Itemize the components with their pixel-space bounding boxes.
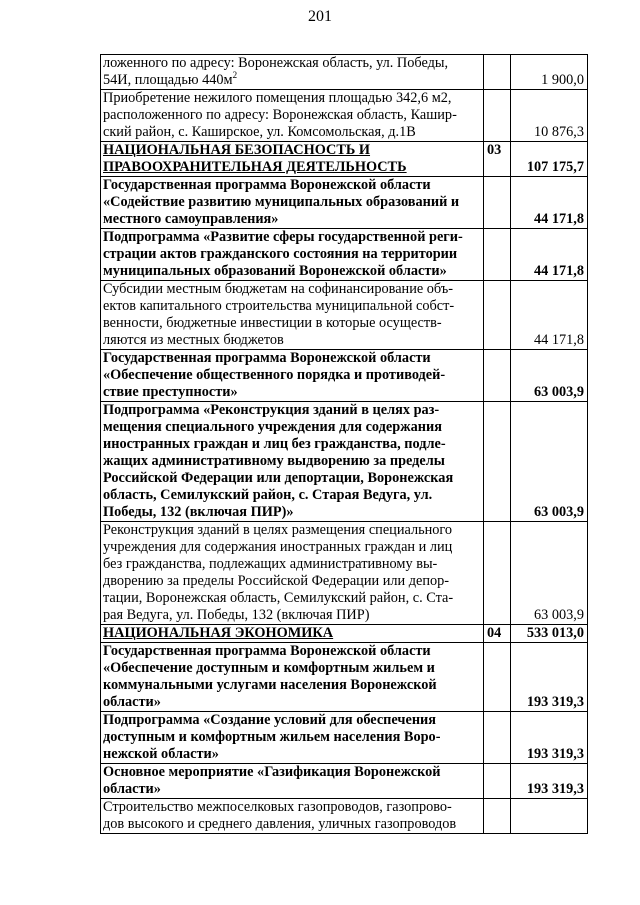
description-line <box>103 781 481 798</box>
description-line <box>103 419 481 436</box>
description-line <box>103 573 481 590</box>
description-text: Субсидии местным бюджетам на софинансирование объ- <box>103 281 453 297</box>
description-text: «Обеспечение общественного порядка и противодей- <box>103 367 446 383</box>
description-text: страции актов гражданского состояния на территории <box>103 246 458 262</box>
description-text: Государственная программа Воронежской области <box>103 350 431 366</box>
description-text: НАЦИОНАЛЬНАЯ ЭКОНОМИКА <box>103 625 334 641</box>
table-row <box>101 90 588 142</box>
description-line <box>103 142 481 159</box>
table-row <box>101 712 588 764</box>
description-text: ложенного по адресу: Воронежская область, ул. Победы, <box>103 55 449 71</box>
description-text: Подпрограмма «Реконструкция зданий в целях раз- <box>103 402 440 418</box>
description-text: местного самоуправления» <box>103 211 279 227</box>
description-line <box>103 522 481 539</box>
description-text: Государственная программа Воронежской области <box>103 177 431 193</box>
row-description <box>101 90 484 142</box>
description-line <box>103 332 481 349</box>
row-section-code <box>484 281 511 350</box>
table-row <box>101 281 588 350</box>
description-text: ектов капитального строительства муниципальной собст- <box>103 298 455 314</box>
row-amount: 1 900,0 <box>511 55 588 90</box>
row-description <box>101 55 484 90</box>
description-text: Строительство межпоселковых газопроводов, газопрово- <box>103 799 452 815</box>
table-row <box>101 402 588 522</box>
row-amount: 44 171,8 <box>511 177 588 229</box>
description-line <box>103 590 481 607</box>
description-line <box>103 177 481 194</box>
description-text: ПРАВООХРАНИТЕЛЬНАЯ ДЕЯТЕЛЬНОСТЬ <box>103 159 407 175</box>
description-text: Подпрограмма «Создание условий для обеспечения <box>103 712 437 728</box>
row-section-code: 03 <box>484 142 511 177</box>
description-line <box>103 643 481 660</box>
table-row <box>101 229 588 281</box>
row-description <box>101 625 484 643</box>
description-text: без гражданства, подлежащих административному вы- <box>103 556 438 572</box>
row-description <box>101 177 484 229</box>
description-text: НАЦИОНАЛЬНАЯ БЕЗОПАСНОСТЬ И <box>103 142 371 158</box>
row-amount: 10 876,3 <box>511 90 588 142</box>
row-section-code <box>484 90 511 142</box>
description-text: коммунальными услугами населения Воронежской <box>103 677 437 693</box>
description-line <box>103 246 481 263</box>
description-line <box>103 660 481 677</box>
description-line <box>103 263 481 280</box>
row-section-code <box>484 229 511 281</box>
row-section-code <box>484 799 511 834</box>
description-text: ляются из местных бюджетов <box>103 332 284 348</box>
row-section-code: 04 <box>484 625 511 643</box>
description-text: области» <box>103 694 161 710</box>
description-text: области» <box>103 781 161 797</box>
description-line <box>103 453 481 470</box>
description-text: Государственная программа Воронежской области <box>103 643 431 659</box>
description-line <box>103 350 481 367</box>
description-text: дворению за пределы Российской Федерации или депор- <box>103 573 450 589</box>
row-section-code <box>484 177 511 229</box>
description-text: нежской области» <box>103 746 219 762</box>
description-text: Основное мероприятие «Газификация Воронежской <box>103 764 441 780</box>
description-line <box>103 211 481 228</box>
page-number: 201 <box>308 8 332 25</box>
description-line <box>103 281 481 298</box>
description-line <box>103 746 481 763</box>
table-row <box>101 764 588 799</box>
description-line <box>103 107 481 124</box>
row-amount: 193 319,3 <box>511 712 588 764</box>
description-line <box>103 55 481 72</box>
description-text: область, Семилукский район, с. Старая Ведуга, ул. <box>103 487 433 503</box>
description-text: Победы, 132 (включая ПИР)» <box>103 504 294 520</box>
description-text: Приобретение нежилого помещения площадью 342,6 м2, <box>103 90 452 106</box>
description-line <box>103 712 481 729</box>
row-description <box>101 712 484 764</box>
description-line <box>103 556 481 573</box>
description-text: «Обеспечение доступным и комфортным жильем и <box>103 660 435 676</box>
row-description <box>101 350 484 402</box>
table-row <box>101 177 588 229</box>
description-line <box>103 799 481 816</box>
description-text: Реконструкция зданий в целях размещения специального <box>103 522 453 538</box>
description-text: 54И, площадью 440м <box>103 72 233 88</box>
description-line <box>103 729 481 746</box>
row-description <box>101 229 484 281</box>
description-line <box>103 124 481 141</box>
row-amount: 44 171,8 <box>511 229 588 281</box>
row-section-code <box>484 402 511 522</box>
description-text: тации, Воронежская область, Семилукский район, с. Ста- <box>103 590 454 606</box>
description-line <box>103 470 481 487</box>
row-description <box>101 764 484 799</box>
description-text: муниципальных образований Воронежской области» <box>103 263 447 279</box>
row-section-code <box>484 712 511 764</box>
table-row <box>101 55 588 90</box>
description-line <box>103 90 481 107</box>
row-section-code <box>484 522 511 625</box>
description-line <box>103 504 481 521</box>
description-line <box>103 298 481 315</box>
description-text: иностранных граждан и лиц без гражданства, подле- <box>103 436 446 452</box>
description-line <box>103 315 481 332</box>
description-text: расположенного по адресу: Воронежская область, Кашир- <box>103 107 457 123</box>
table-row <box>101 643 588 712</box>
description-text: дов высокого и среднего давления, уличных газопроводов <box>103 816 457 832</box>
description-text: мещения специального учреждения для содержания <box>103 419 442 435</box>
row-amount: 63 003,9 <box>511 402 588 522</box>
row-description <box>101 142 484 177</box>
table-row <box>101 799 588 834</box>
description-line <box>103 229 481 246</box>
description-text: «Содействие развитию муниципальных образований и <box>103 194 460 210</box>
row-amount: 533 013,0 <box>511 625 588 643</box>
description-text: ский район, с. Каширское, ул. Комсомольская, д.1В <box>103 124 416 140</box>
row-section-code <box>484 764 511 799</box>
description-text: жащих административному выдворению за пределы <box>103 453 445 469</box>
table-row <box>101 522 588 625</box>
table-row <box>101 142 588 177</box>
description-text: венности, бюджетные инвестиции в которые осуществ- <box>103 315 442 331</box>
description-text: учреждения для содержания иностранных граждан и лиц <box>103 539 453 555</box>
table-row <box>101 625 588 643</box>
table-row <box>101 350 588 402</box>
row-amount: 63 003,9 <box>511 522 588 625</box>
row-section-code <box>484 55 511 90</box>
row-description <box>101 643 484 712</box>
description-line <box>103 487 481 504</box>
row-description <box>101 402 484 522</box>
row-amount: 193 319,3 <box>511 643 588 712</box>
budget-table-body <box>101 55 588 834</box>
superscript: 2 <box>232 70 238 81</box>
row-description <box>101 522 484 625</box>
description-line <box>103 694 481 711</box>
description-line <box>103 72 481 89</box>
row-amount: 44 171,8 <box>511 281 588 350</box>
description-line <box>103 402 481 419</box>
row-amount <box>511 799 588 834</box>
description-line <box>103 367 481 384</box>
row-description <box>101 281 484 350</box>
description-line <box>103 677 481 694</box>
description-line <box>103 607 481 624</box>
description-text: рая Ведуга, ул. Победы, 132 (включая ПИР) <box>103 607 370 623</box>
description-line <box>103 436 481 453</box>
description-text: Подпрограмма «Развитие сферы государственной реги- <box>103 229 463 245</box>
row-section-code <box>484 643 511 712</box>
row-section-code <box>484 350 511 402</box>
description-line <box>103 159 481 176</box>
row-amount: 193 319,3 <box>511 764 588 799</box>
description-line <box>103 764 481 781</box>
description-line <box>103 384 481 401</box>
row-description <box>101 799 484 834</box>
row-amount: 63 003,9 <box>511 350 588 402</box>
row-amount: 107 175,7 <box>511 142 588 177</box>
description-line <box>103 816 481 833</box>
description-text: ствие преступности» <box>103 384 238 400</box>
description-text: Российской Федерации или депортации, Воронежская <box>103 470 454 486</box>
description-text: доступным и комфортным жильем населения Воро- <box>103 729 441 745</box>
budget-table <box>100 54 588 834</box>
description-line <box>103 625 481 642</box>
description-line <box>103 194 481 211</box>
description-line <box>103 539 481 556</box>
